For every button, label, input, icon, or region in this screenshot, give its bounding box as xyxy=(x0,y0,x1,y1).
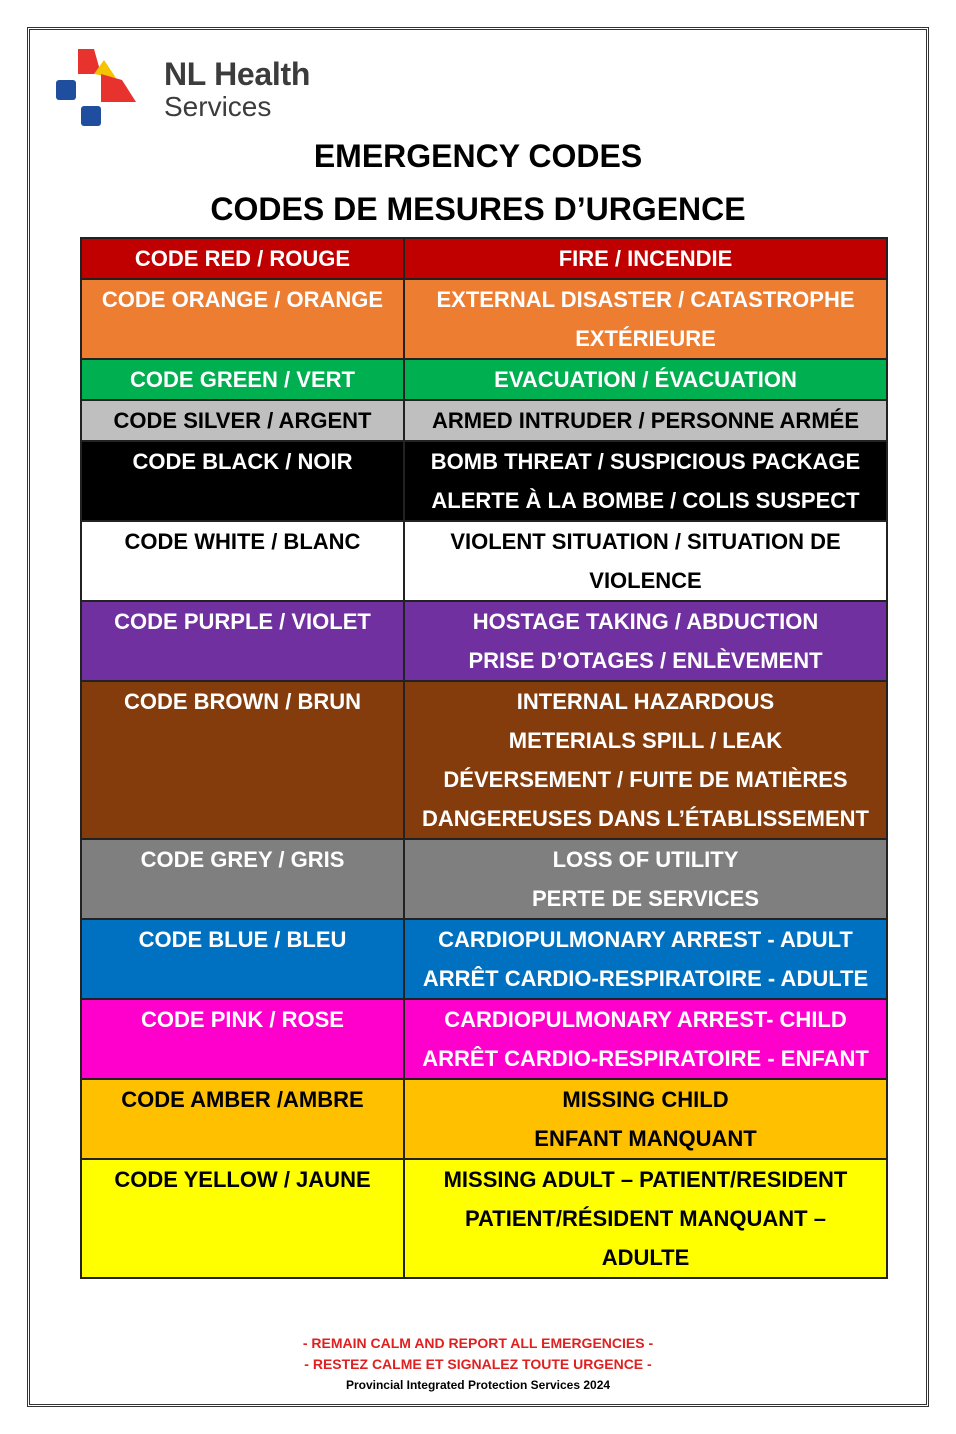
code-description-cell xyxy=(404,359,887,400)
brand-name xyxy=(164,58,310,121)
code-description-cell xyxy=(404,521,887,601)
code-name: CODE ORANGE / ORANGE xyxy=(101,287,384,312)
code-name: CODE BLACK / NOIR xyxy=(132,449,353,474)
footer-remain-calm: - REMAIN CALM AND REPORT ALL EMERGENCIES - xyxy=(302,1335,654,1351)
footer-restez-calme: - RESTEZ CALME ET SIGNALEZ TOUTE URGENCE - xyxy=(304,1356,652,1372)
code-row xyxy=(81,1079,887,1159)
code-name: CODE WHITE / BLANC xyxy=(124,529,361,554)
code-row xyxy=(81,359,887,400)
code-name-cell xyxy=(81,521,404,601)
code-description-cell xyxy=(404,441,887,521)
code-row xyxy=(81,601,887,681)
code-description-cell xyxy=(404,681,887,839)
code-description-line: EXTÉRIEURE xyxy=(575,326,716,351)
code-description-line: ADULTE xyxy=(601,1245,690,1270)
code-row xyxy=(81,441,887,521)
code-row xyxy=(81,238,887,279)
code-description-line: CARDIOPULMONARY ARREST- CHILD xyxy=(444,1007,847,1032)
code-description-cell xyxy=(404,400,887,441)
code-description-cell xyxy=(404,839,887,919)
code-name-cell xyxy=(81,441,404,521)
code-description-line: VIOLENT SITUATION / SITUATION DE xyxy=(450,529,841,554)
code-description-line: PERTE DE SERVICES xyxy=(532,886,759,911)
code-description-cell xyxy=(404,238,887,279)
code-name: CODE PINK / ROSE xyxy=(141,1007,344,1032)
code-description-line: INTERNAL HAZARDOUS xyxy=(516,689,775,714)
code-row xyxy=(81,999,887,1079)
code-description-line: ARMED INTRUDER / PERSONNE ARMÉE xyxy=(432,408,859,433)
code-description-line: PATIENT/RÉSIDENT MANQUANT – xyxy=(465,1206,826,1231)
code-name-cell xyxy=(81,1079,404,1159)
emergency-codes-table xyxy=(80,237,888,1279)
code-description-cell xyxy=(404,1159,887,1278)
code-description-line: EXTERNAL DISASTER / CATASTROPHE xyxy=(436,287,855,312)
code-name-cell xyxy=(81,1159,404,1278)
code-name-cell xyxy=(81,839,404,919)
code-description-cell xyxy=(404,279,887,359)
code-description-cell xyxy=(404,1079,887,1159)
code-name-cell xyxy=(81,238,404,279)
code-description-line: LOSS OF UTILITY xyxy=(552,847,739,872)
code-name: CODE SILVER / ARGENT xyxy=(113,408,372,433)
title-french: CODES DE MESURES D’URGENCE xyxy=(210,191,746,227)
code-description-cell xyxy=(404,999,887,1079)
code-description-line: DÉVERSEMENT / FUITE DE MATIÈRES xyxy=(443,767,848,792)
code-name: CODE RED / ROUGE xyxy=(134,246,351,271)
code-name-cell xyxy=(81,681,404,839)
code-name: CODE AMBER /AMBRE xyxy=(121,1087,364,1112)
code-name-cell xyxy=(81,999,404,1079)
footer-credit: Provincial Integrated Protection Services 2024 xyxy=(345,1378,611,1392)
code-name-cell xyxy=(81,919,404,999)
brand-line-1: NL Health xyxy=(164,56,311,92)
code-description-line: METERIALS SPILL / LEAK xyxy=(508,728,783,753)
code-description-cell xyxy=(404,601,887,681)
code-description-line: ARRÊT CARDIO-RESPIRATOIRE - ENFANT xyxy=(422,1046,869,1071)
nl-health-logo xyxy=(54,46,138,130)
code-name-cell xyxy=(81,400,404,441)
code-description-line: ARRÊT CARDIO-RESPIRATOIRE - ADULTE xyxy=(422,966,869,991)
code-description-line: PRISE D’OTAGES / ENLÈVEMENT xyxy=(468,648,823,673)
code-row xyxy=(81,521,887,601)
code-name: CODE BLUE / BLEU xyxy=(138,927,347,952)
code-name: CODE GREY / GRIS xyxy=(140,847,345,872)
code-description-line: FIRE / INCENDIE xyxy=(558,246,733,271)
code-description-line: CARDIOPULMONARY ARREST - ADULT xyxy=(438,927,853,952)
code-description-line: HOSTAGE TAKING / ABDUCTION xyxy=(472,609,819,634)
code-row xyxy=(81,681,887,839)
codes-table-body xyxy=(81,238,887,1278)
code-row xyxy=(81,400,887,441)
code-row xyxy=(81,919,887,999)
code-description-cell xyxy=(404,919,887,999)
code-description-line: MISSING ADULT – PATIENT/RESIDENT xyxy=(443,1167,848,1192)
code-description-line: ENFANT MANQUANT xyxy=(534,1126,757,1151)
code-row xyxy=(81,839,887,919)
code-description-line: EVACUATION / ÉVACUATION xyxy=(494,367,797,392)
code-row xyxy=(81,1159,887,1278)
code-name-cell xyxy=(81,601,404,681)
brand-line-2: Services xyxy=(164,91,272,122)
title-english: EMERGENCY CODES xyxy=(313,138,643,174)
code-name: CODE GREEN / VERT xyxy=(130,367,355,392)
code-row xyxy=(81,279,887,359)
code-name: CODE BROWN / BRUN xyxy=(123,689,362,714)
code-name: CODE PURPLE / VIOLET xyxy=(114,609,371,634)
code-name: CODE YELLOW / JAUNE xyxy=(114,1167,371,1192)
code-description-line: MISSING CHILD xyxy=(562,1087,729,1112)
code-description-line: DANGEREUSES DANS L’ÉTABLISSEMENT xyxy=(422,806,869,831)
code-description-line: VIOLENCE xyxy=(589,568,702,593)
code-description-line: ALERTE À LA BOMBE / COLIS SUSPECT xyxy=(431,488,860,513)
code-name-cell xyxy=(81,359,404,400)
code-description-line: BOMB THREAT / SUSPICIOUS PACKAGE xyxy=(430,449,861,474)
code-name-cell xyxy=(81,279,404,359)
